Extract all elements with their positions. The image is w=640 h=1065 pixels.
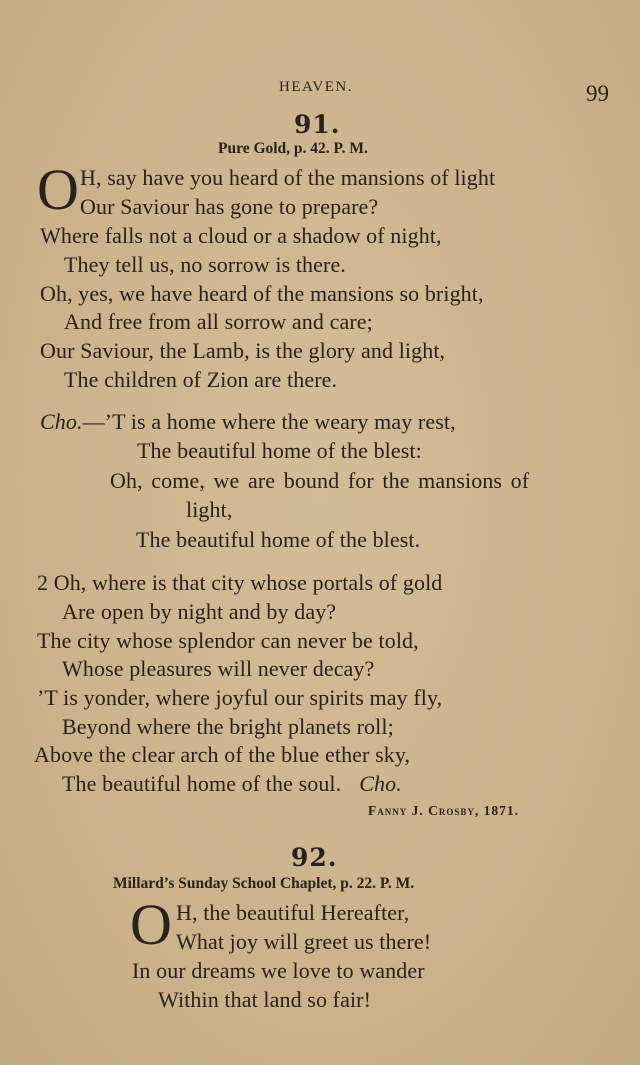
hymn-91-line-6: And free from all sorrow and care; xyxy=(64,309,373,334)
hymn-92-drop-cap: O xyxy=(130,892,172,957)
chorus-line-1-text: —’T is a home where the weary may rest, xyxy=(82,409,456,434)
chorus-label: Cho. xyxy=(40,409,83,434)
running-head: HEAVEN. xyxy=(279,79,353,95)
verse-2-line-1: 2 Oh, where is that city whose portals of gold xyxy=(37,570,443,595)
verse-2-line-7: Above the clear arch of the blue ether sky, xyxy=(34,742,411,767)
chorus-line-2: The beautiful home of the blest: xyxy=(137,438,422,463)
hymn-91-attribution: Fanny J. Crosby, 1871. xyxy=(368,803,520,818)
verse-2-line-6: Beyond where the bright planets roll; xyxy=(62,714,394,739)
hymn-92-tune: Millard’s Sunday School Chaplet, p. 22. P. M. xyxy=(113,875,415,892)
chorus-line-5: The beautiful home of the blest. xyxy=(136,527,421,552)
hymn-91-line-8: The children of Zion are there. xyxy=(64,367,338,392)
verse-2-line-5: ’T is yonder, where joyful our spirits may fly, xyxy=(37,685,443,710)
hymn-91-tune: Pure Gold, p. 42. P. M. xyxy=(218,140,368,157)
verse-2-line-8 xyxy=(62,773,402,795)
verse-2-line-4: Whose pleasures will never decay? xyxy=(62,656,375,681)
verse-2-line-3: The city whose splendor can never be told, xyxy=(37,628,419,653)
hymn-91-number: 91. xyxy=(294,110,341,139)
hymn-91-line-7: Our Saviour, the Lamb, is the glory and light, xyxy=(40,338,446,363)
hymn-92-line-4: Within that land so fair! xyxy=(158,987,372,1012)
hymn-92-line-3: In our dreams we love to wander xyxy=(132,958,425,983)
chorus-line-3: Oh, come, we are bound for the mansions of xyxy=(110,468,530,493)
hymn-91-line-1: H, say have you heard of the mansions of light xyxy=(80,165,496,190)
chorus-line-1 xyxy=(40,411,456,433)
hymn-92-number: 92. xyxy=(291,843,338,872)
verse-2-line-2: Are open by night and by day? xyxy=(62,599,337,624)
hymn-92-line-2: What joy will greet us there! xyxy=(176,929,432,954)
hymn-91-line-3: Where falls not a cloud or a shadow of night, xyxy=(40,223,442,248)
hymn-91-drop-cap: O xyxy=(37,157,79,222)
chorus-line-4: light, xyxy=(186,497,233,522)
hymn-91-line-5: Oh, yes, we have heard of the mansions so bright, xyxy=(40,281,484,306)
verse-2-cho-ref: Cho. xyxy=(359,771,402,796)
verse-2-line-8-text: The beautiful home of the soul. xyxy=(62,771,342,796)
hymn-92-line-1: H, the beautiful Hereafter, xyxy=(176,900,410,925)
page-number: 99 xyxy=(586,81,609,106)
hymn-91-line-4: They tell us, no sorrow is there. xyxy=(64,252,346,277)
hymn-91-line-2: Our Saviour has gone to prepare? xyxy=(80,194,379,219)
